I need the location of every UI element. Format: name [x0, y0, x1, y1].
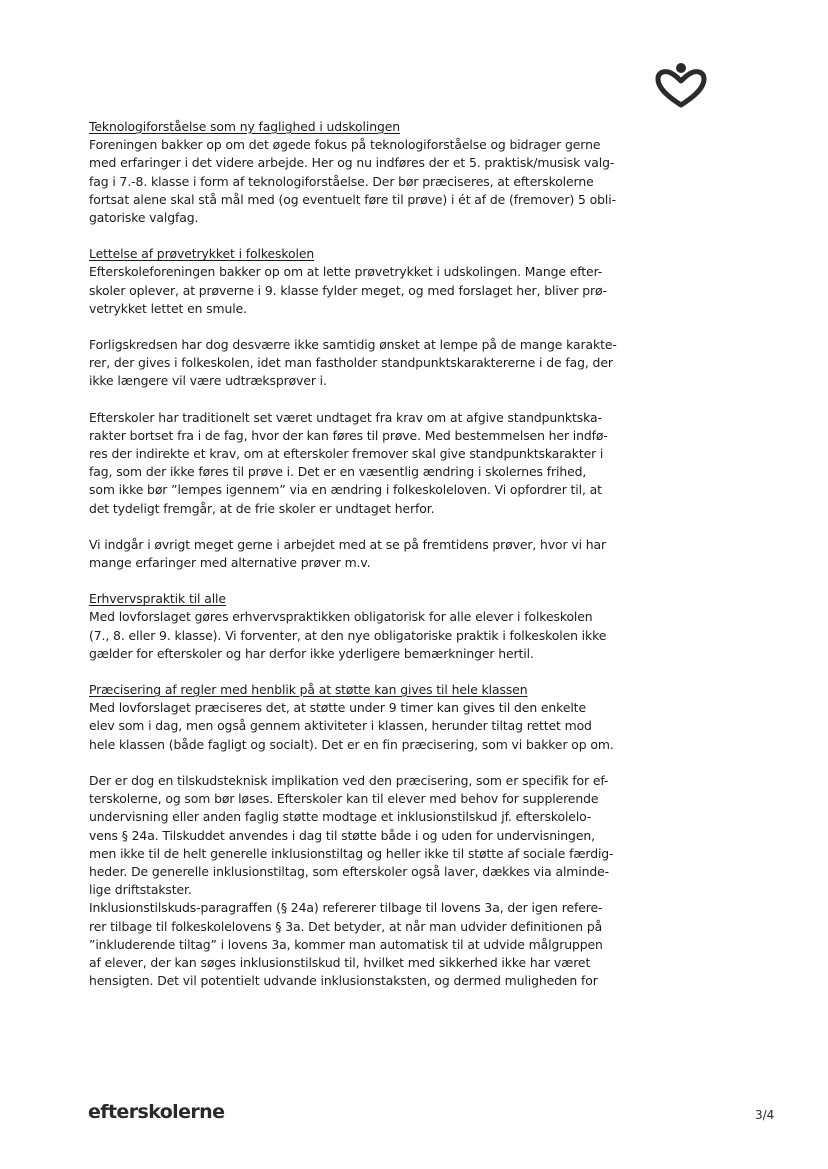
- section-erhvervspraktik: [89, 590, 629, 663]
- text-line: med erfaringer i det videre arbejde. Her og nu indføres der et 5. praktisk/musisk valg-: [89, 155, 615, 171]
- text-line: gatoriske valgfag.: [89, 210, 199, 226]
- text-line: Efterskoler har traditionelt set været undtaget fra krav om at afgive standpunktska-: [89, 409, 602, 425]
- text-line: terskolerne, og som bør løses. Efterskoler kan til elever med behov for supplerende: [89, 791, 599, 807]
- text-line: hensigten. Det vil potentielt udvande inklusionstaksten, og dermed muligheden for: [89, 973, 598, 989]
- text-line: fag i 7.-8. klasse i form af teknologiforståelse. Der bør præciseres, at efterskolerne: [89, 173, 594, 189]
- text-line: skoler oplever, at prøverne i 9. klasse fylder meget, og med forslaget her, bliver prø-: [89, 282, 607, 298]
- text-line: det tydeligt fremgår, at de frie skoler er undtaget herfor.: [89, 500, 435, 516]
- paragraph: [89, 136, 629, 227]
- text-line: lige driftstakster.: [89, 882, 192, 898]
- text-line: Foreningen bakker op om det øgede fokus på teknologiforståelse og bidrager gerne: [89, 137, 601, 153]
- text-line: vens § 24a. Tilskuddet anvendes i dag til støtte både i og uden for undervisningen,: [89, 827, 595, 843]
- paragraph: [89, 899, 629, 990]
- text-line: Inklusionstilskuds-paragraffen (§ 24a) refererer tilbage til lovens 3a, der igen refere-: [89, 900, 603, 916]
- text-line: Med lovforslaget præciseres det, at støtte under 9 timer kan gives til den enkelte: [89, 700, 586, 716]
- paragraph: [89, 608, 629, 663]
- text-line: ikke længere vil være udtræksprøver i.: [89, 373, 327, 389]
- text-line: vetrykket lettet en smule.: [89, 300, 247, 316]
- paragraph: [89, 409, 629, 518]
- text-line: Efterskoleforeningen bakker op om at lette prøvetrykket i udskolingen. Mange efter-: [89, 264, 603, 280]
- section-proevetryk: [89, 245, 629, 572]
- text-line: undervisning eller anden faglig støtte modtage et inklusionstilskud jf. efterskolelo-: [89, 809, 592, 825]
- text-line: rakter bortset fra i de fag, hvor der kan føres til prøve. Med bestemmelsen her indfø-: [89, 427, 608, 443]
- section-heading: Erhvervspraktik til alle: [89, 591, 226, 607]
- section-teknologi: [89, 118, 629, 227]
- section-praecisering: [89, 681, 629, 990]
- text-line: men ikke til de helt generelle inklusionstiltag og heller ikke til støtte af sociale færdig-: [89, 845, 614, 861]
- paragraph: [89, 699, 629, 754]
- text-line: af elever, der kan søges inklusionstilskud til, hvilket med sikkerhed ikke har været: [89, 954, 591, 970]
- text-line: rer, der gives i folkeskolen, idet man fastholder standpunktskaraktererne i de fag, der: [89, 355, 613, 371]
- paragraph: [89, 536, 629, 572]
- paragraph: [89, 263, 629, 318]
- text-line: heder. De generelle inklusionstiltag, som efterskoler også laver, dækkes via alminde-: [89, 863, 610, 879]
- text-line: rer tilbage til folkeskolelovens § 3a. Det betyder, at når man udvider definitionen på: [89, 918, 603, 934]
- section-heading: Lettelse af prøvetrykket i folkeskolen: [89, 246, 315, 262]
- paragraph: [89, 336, 629, 391]
- text-line: Der er dog en tilskudsteknisk implikation ved den præcisering, som er specifik for ef-: [89, 772, 609, 788]
- text-line: fortsat alene skal stå mål med (og eventuelt føre til prøve) i ét af de (fremover) 5 obli-: [89, 191, 616, 207]
- letter-body: [89, 118, 629, 1008]
- text-line: gælder for efterskoler og har derfor ikke yderligere bemærkninger hertil.: [89, 645, 534, 661]
- page-number: 3/4: [755, 1108, 775, 1122]
- text-line: mange erfaringer med alternative prøver m.v.: [89, 555, 371, 571]
- text-line: Forligskredsen har dog desværre ikke samtidig ønsket at lempe på de mange karakte-: [89, 337, 617, 353]
- text-line: som ikke bør ”lempes igennem” via en ændring i folkeskoleloven. Vi opfordrer til, at: [89, 482, 602, 498]
- text-line: res der indirekte et krav, om at efterskoler fremover skal give standpunktskarakter i: [89, 446, 604, 462]
- text-line: fag, som der ikke føres til prøve i. Det er en væsentlig ændring i skolernes frihed,: [89, 464, 587, 480]
- text-line: elev som i dag, men også gennem aktiviteter i klassen, herunder tiltag rettet mod: [89, 718, 592, 734]
- text-line: ”inkluderende tiltag” i lovens 3a, kommer man automatisk til at udvide målgruppen: [89, 936, 603, 952]
- text-line: (7., 8. eller 9. klasse). Vi forventer, at den nye obligatoriske praktik i folkeskolen ikke: [89, 627, 607, 643]
- text-line: hele klassen (både fagligt og socialt). Det er en fin præcisering, som vi bakker op om.: [89, 736, 614, 752]
- text-line: Vi indgår i øvrigt meget gerne i arbejdet med at se på fremtidens prøver, hvor vi har: [89, 536, 607, 552]
- section-heading: Præcisering af regler med henblik på at støtte kan gives til hele klassen: [89, 682, 528, 698]
- heart-person-icon: [655, 62, 707, 108]
- paragraph: [89, 772, 629, 899]
- text-line: Med lovforslaget gøres erhvervspraktikken obligatorisk for alle elever i folkeskolen: [89, 609, 593, 625]
- section-heading: Teknologiforståelse som ny faglighed i udskolingen: [89, 119, 401, 134]
- footer-brand-logo: efterskolerne: [88, 1101, 225, 1123]
